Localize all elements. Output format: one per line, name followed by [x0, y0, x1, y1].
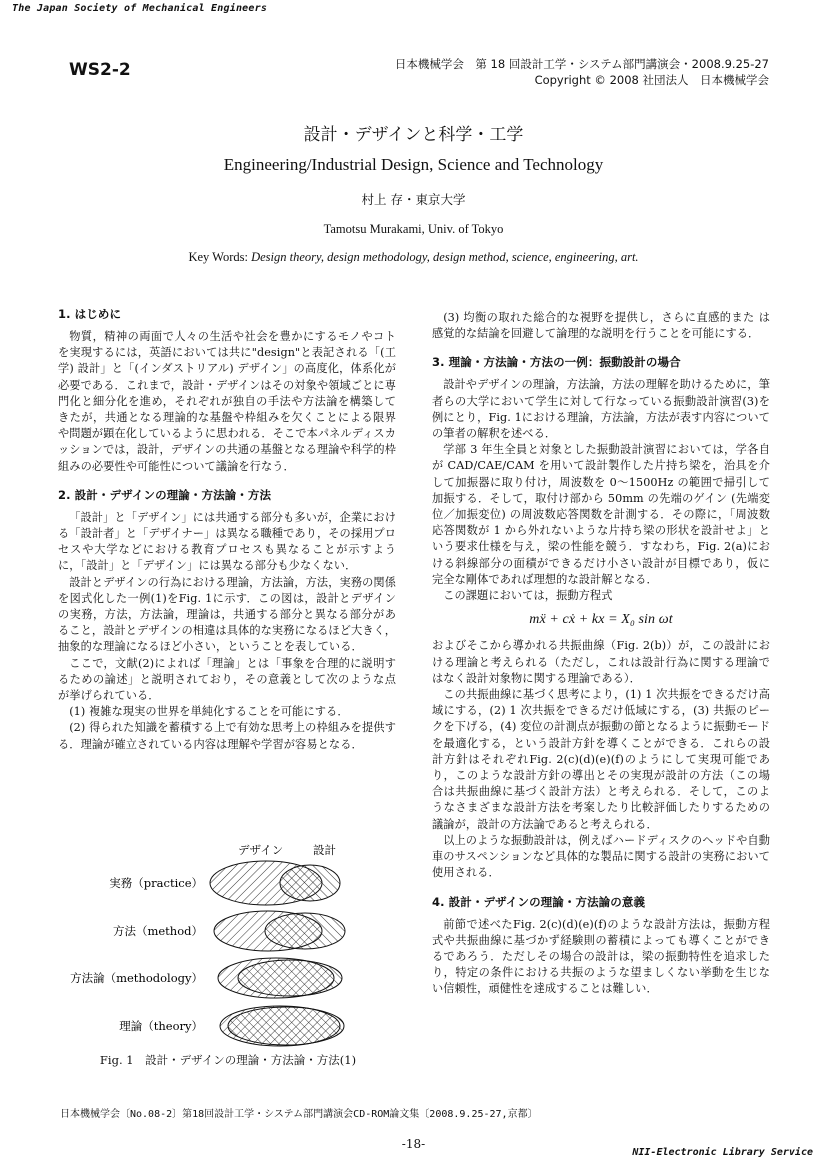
ellipse-sekkei-practice — [280, 865, 340, 901]
paragraph: 設計とデザインの行為における理論，方法論，方法，実務の関係を図式化した一例(1)をFig. 1に示す．この図は，設計とデザインの実務，方法，方法論，理論は，共通する部分と異なる部分があること，設計とデザインの相違は具体的な実務になるほど大きく，抽象的な理論になるほど小さい，ということを表している． — [58, 575, 396, 654]
paragraph: およびそこから導かれる共振曲線（Fig. 2(b)）が，この設計における理論と考えられる（ただし，これは設計行為に関する理論ではなく設計対象物に関する理論である）． — [432, 639, 770, 685]
section-heading: 2. 設計・デザインの理論・方法論・方法 — [58, 487, 272, 502]
right-column — [432, 310, 770, 998]
author-english: Tamotsu Murakami, Univ. of Tokyo — [323, 222, 504, 236]
ellipse-sekkei-methodology — [238, 960, 342, 996]
page-number: -18- — [401, 1137, 426, 1151]
paragraph: 以上のような振動設計は，例えばハードディスクのヘッドや自動車のサスペンションなど具体的な製品に関する設計の実務において使用される． — [432, 833, 770, 880]
section-heading: 3. 理論・方法論・方法の一例：振動設計の場合 — [432, 355, 681, 370]
row-label-method: 方法（method） — [112, 924, 203, 938]
ellipse-sekkei-theory — [228, 1007, 344, 1045]
ellipse-sekkei-method — [265, 913, 345, 949]
list-item: (3) 均衡の取れた総合的な視野を提供し，さらに直感的また は感覚的な結論を回避して論理的な説明を行うことを可能にする． — [432, 311, 770, 341]
label-design: デザイン — [238, 843, 284, 857]
list-item: (2) 得られた知識を蓄積する上で有効な思考上の枠組みを提供する．理論が確立されている内容は理解や学習が容易となる． — [58, 721, 396, 751]
paragraph: この課題においては，振動方程式 — [443, 589, 613, 603]
section-heading: 1. はじめに — [58, 307, 122, 321]
label-sekkei: 設計 — [313, 843, 336, 857]
paragraph: この共振曲線に基づく思考により，(1) 1 次共振をできるだけ高域にする，(2) 1 次共振をできるだけ低域にする，(3) 共振のピークを下げる，(4) 変位の計測点が振動の節となるように振動モードを最適化する，という設計方針を導くことができる．これらの設計方針はそれぞれFig. 2(c)(d)(e)(f)のようにして実現可能であり，このような設計方針の導出とその実現が設計の方法（この場合は共振曲線に基づく設計方法）と考えられる．そして，このようなさまざまな設計方法を考案したり比較評価したりするための議論が，設計の方法論であると考えられる． — [432, 688, 770, 831]
keywords — [0, 250, 827, 265]
keywords-label: Key Words: — [188, 250, 252, 264]
vibration-equation: mẍ + cẋ + kx = X₀ sin ωt — [529, 612, 673, 628]
figure-caption: Fig. 1 設計・デザインの理論・方法論・方法(1) — [99, 1053, 357, 1067]
paragraph: ここで，文献(2)によれば「理論」とは「事象を合理的に説明するための論述」と説明されており，その意義として次のような点が挙げられている． — [58, 656, 396, 703]
workshop-id: WS2-2 — [69, 60, 131, 80]
paragraph: 学部 3 年生全員と対象とした振動設計演習においては，学各自が CAD/CAE/CAM を用いて設計製作した片持ち梁を，治具を介して加振器に取り付け，周波数を 0～1500Hz の範囲で掃引して加振する．そして，取付け部から 50mm の先端のゲイン (先端変位／加振変位) の周波数応答関数を計測する．その際に，「周波数応答関数が 1 から外れないような片持ち梁の形状を設計せよ」という要求仕様を与え，梁の性能を競う．すなわち，Fig. 2(a)における斜線部分の面積ができるだけ小さい設計が目標であり，仮に完全な剛体であれば理想的な設計解となる． — [432, 443, 770, 586]
paragraph: 物質，精神の両面で人々の生活や社会を豊かにするモノやコトを実現するには，英語においては共に"design"と表記される「(工学) 設計」と「(インダストリアル) デザイン」の高度化，体系化が必要である．これまで，設計・デザインはその対象や領域ごとに専門化と細分化を進め，それぞれが独自の手法や方法論を構築してきたが，共通となる理論的な基盤や枠組みを欠くことによる限界や問題が顕在化しているように思われる．そこで本パネルディスカッションでは，設計，デザインの共通の基盤となる理論や科学的枠組みの必要性や可能性について議論を行なう． — [58, 330, 396, 473]
figure-1 — [58, 840, 398, 1072]
paragraph: 前節で述べたFig. 2(c)(d)(e)(f)のような設計方法は，振動方程式や共振曲線に基づかず経験則の蓄積によっても導くことができるであろう．ただしその場合の設計は，梁の振動特性を追求したり，特定の条件における共振のような望ましくない挙動を生じない信頼性，頑健性を達成することは難しい． — [432, 917, 770, 996]
venn-diagram — [58, 840, 398, 1050]
paragraph: 「設計」と「デザイン」には共通する部分も多いが，企業における「設計者」と「デザイナー」は異なる職種であり，その採用プロセスや大学などにおける教育プロセスも異なることが示すように，「設計」と「デザイン」には異なる部分も少なくない． — [58, 510, 396, 573]
keywords-value: Design theory, design methodology, design method, science, engineering, art. — [251, 250, 639, 264]
row-label-theory: 理論（theory） — [119, 1019, 203, 1033]
row-label-methodology: 方法論（methodology） — [70, 971, 203, 985]
author-japanese: 村上 存・東京大学 — [361, 192, 466, 207]
title-english: Engineering/Industrial Design, Science and Technology — [223, 155, 604, 174]
paragraph: 設計やデザインの理論，方法論，方法の理解を助けるために，筆者らの大学において学生に対して行なっている振動設計演習(3)を例にとり，Fig. 1における理論，方法論，方法が表す内容についての筆者の解釈を述べる． — [432, 378, 770, 441]
proceedings-footer: 日本機械学会〔No.08-2〕第18回設計工学・システム部門講演会CD-ROM論文集〔2008.9.25-27,京都〕 — [60, 1109, 538, 1120]
section-heading: 4. 設計・デザインの理論・方法論の意義 — [432, 894, 646, 909]
row-label-practice: 実務（practice） — [109, 876, 203, 890]
conference-info — [395, 56, 769, 88]
conference-line: 日本機械学会 第 18 回設計工学・システム部門講演会・2008.9.25-27 — [394, 57, 769, 71]
left-column — [58, 306, 396, 753]
journal-banner: The Japan Society of Mechanical Engineers — [12, 3, 268, 14]
list-item: (1) 複雑な現実の世界を単純化することを可能にする． — [69, 705, 349, 719]
copyright-line: Copyright © 2008 社団法人 日本機械学会 — [534, 73, 769, 87]
library-banner: NII-Electronic Library Service — [632, 1147, 813, 1158]
title-japanese: 設計・デザインと科学・工学 — [303, 125, 524, 145]
